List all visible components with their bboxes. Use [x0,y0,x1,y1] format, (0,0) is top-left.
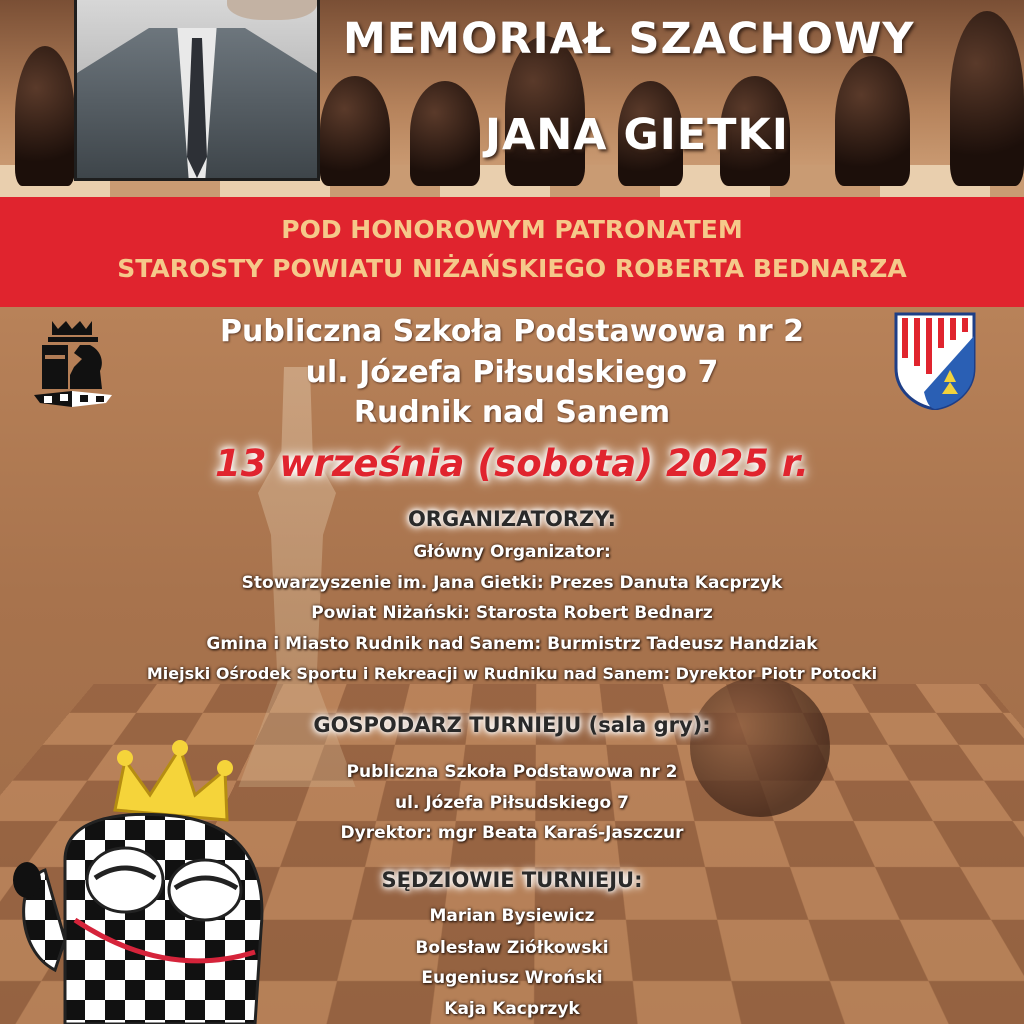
organizer-item: Powiat Niżański: Starosta Robert Bednarz [311,603,713,623]
host-heading: GOSPODARZ TURNIEJU (sala gry): [313,713,711,737]
venue-name: Publiczna Szkoła Podstawowa nr 2 [219,314,805,349]
patronage-line-2: STAROSTY POWIATU NIŻAŃSKIEGO ROBERTA BEDNARZA [117,254,907,283]
venue-street: ul. Józefa Piłsudskiego 7 [305,355,719,390]
host-item: Dyrektor: mgr Beata Karaś-Jaszczur [340,823,684,843]
organizer-item: Stowarzyszenie im. Jana Gietki: Prezes Danuta Kacprzyk [241,573,783,593]
organizer-item: Gmina i Miasto Rudnik nad Sanem: Burmistrz Tadeusz Handziak [206,634,818,654]
portrait-photo [74,0,320,181]
judges-heading: SĘDZIOWIE TURNIEJU: [381,868,643,892]
judge-item: Eugeniusz Wroński [421,968,603,988]
chess-piece-icon [410,81,480,186]
chess-king-mascot-icon [5,740,295,1024]
patronage-line-1: POD HONOROWYM PATRONATEM [281,215,743,244]
host-item: Publiczna Szkoła Podstawowa nr 2 [346,762,678,782]
patronage-banner [0,197,1024,307]
venue-town: Rudnik nad Sanem [353,395,671,430]
organizer-item: Główny Organizator: [413,542,611,562]
chess-piece-icon [835,56,910,186]
chess-piece-icon [15,46,75,186]
organizers-heading: ORGANIZATORZY: [407,507,617,531]
host-item: ul. Józefa Piłsudskiego 7 [395,793,629,813]
chess-piece-icon [950,11,1024,186]
judge-item: Marian Bysiewicz [429,906,595,926]
organizer-item: Miejski Ośrodek Sportu i Rekreacji w Rudniku nad Sanem: Dyrektor Piotr Potocki [146,664,878,683]
judge-item: Bolesław Ziółkowski [415,938,609,958]
title-line-2: JANA GIETKI [485,110,789,160]
header-chessboard-photo [0,0,1024,198]
chess-piece-icon [320,76,390,186]
title-line-1: MEMORIAŁ SZACHOWY [343,14,915,64]
judge-item: Kaja Kacprzyk [444,999,580,1019]
event-date: 13 września (sobota) 2025 r. [215,442,809,485]
